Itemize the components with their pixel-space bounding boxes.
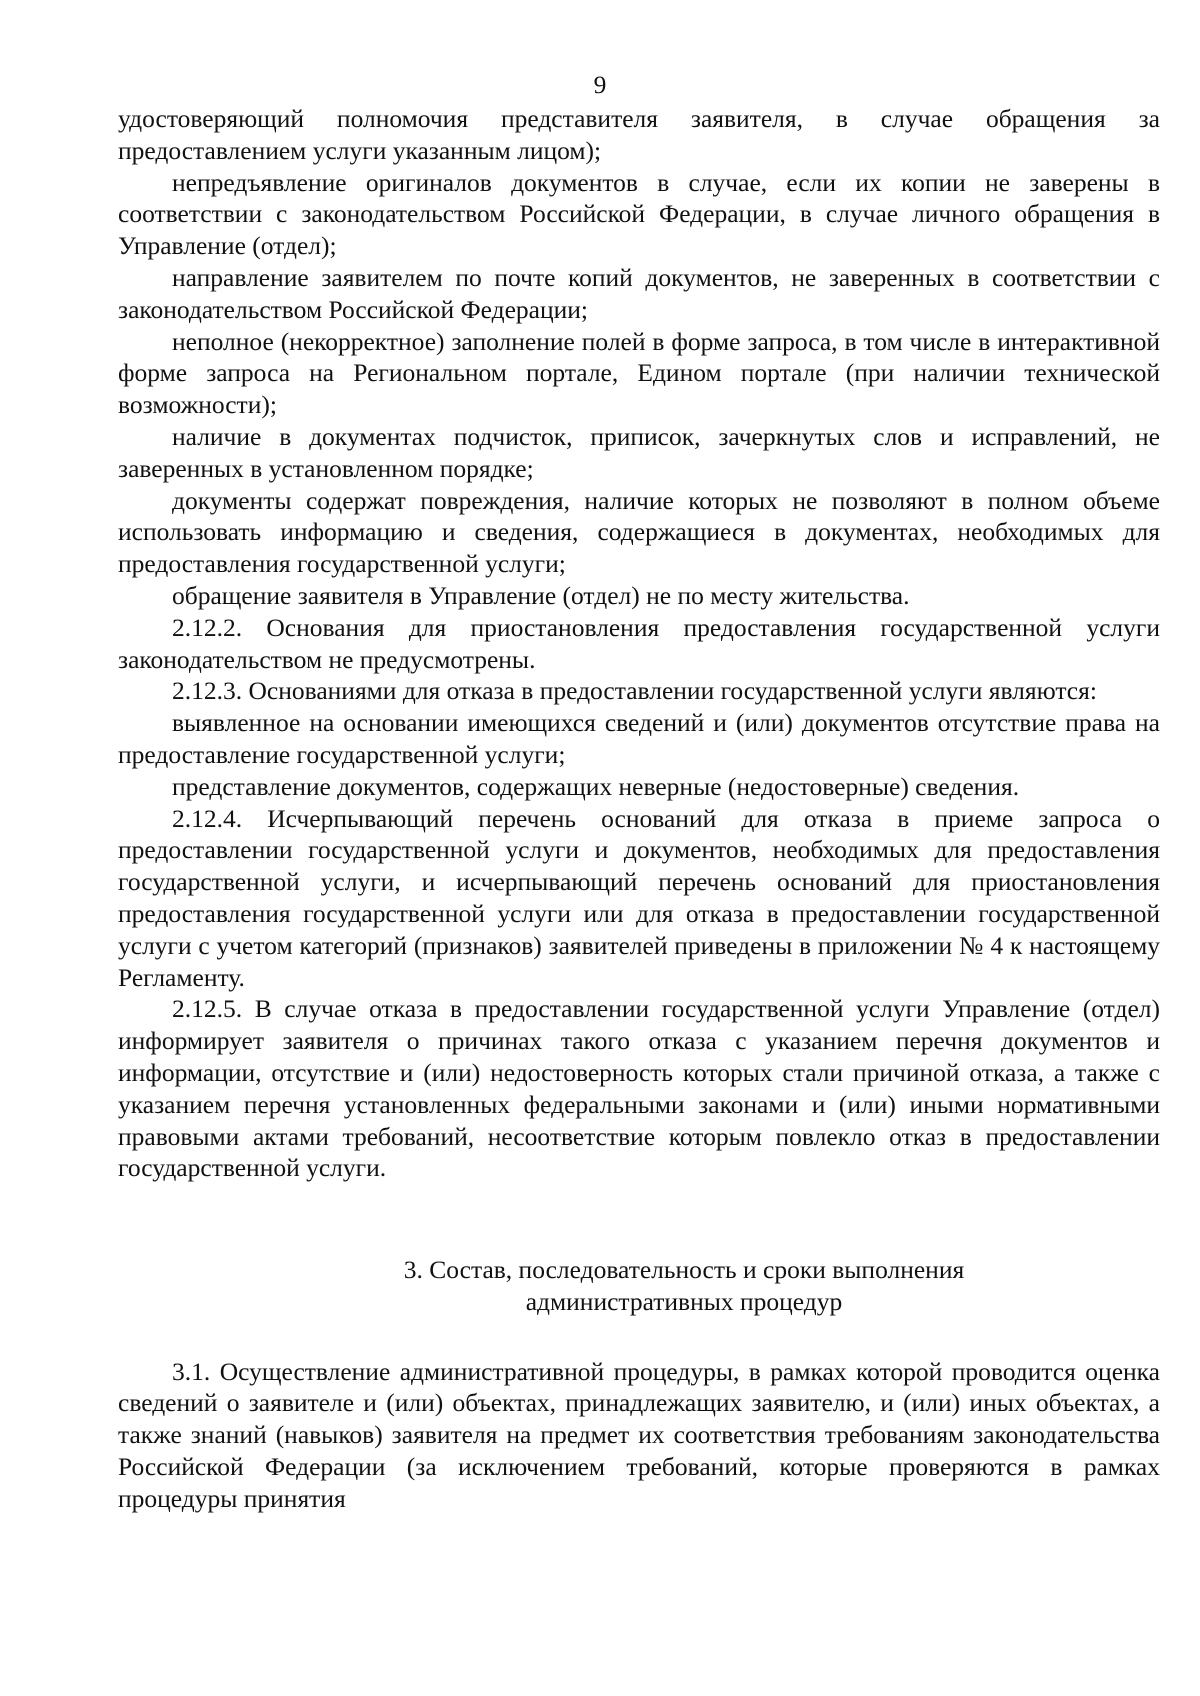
paragraph-false-information: представление документов, содержащих неверные (недостоверные) сведения. bbox=[172, 771, 1020, 801]
clause-2-12-5: 2.12.5. В случае отказа в предоставлении государственной услуги Управление (отдел) информирует заявителя о причинах такого отказа с указанием перечня документов и информации, отсутствие и (или) недостоверность которых стали причиной отказа, а также с указанием перечня установленных федеральными законами и (или) иными нормативными правовыми актами требований, несоответствие которым повлекло отказ в предоставлении государственной услуги. bbox=[118, 994, 1160, 1183]
paragraph-incomplete-form: неполное (некорректное) заполнение полей в форме запроса, в том числе в интерактивной форме запроса на Региональном портале, Едином портале (при наличии технической возможности); bbox=[118, 326, 1160, 420]
paragraph-damaged-documents: документы содержат повреждения, наличие которых не позволяют в полном объеме использовать информацию и сведения, содержащиеся в документах, необходимых для предоставления государственной услуги; bbox=[118, 485, 1160, 579]
section-heading-line-1: 3. Состав, последовательность и сроки выполнения bbox=[403, 1255, 965, 1285]
clause-3-1: 3.1. Осуществление административной процедуры, в рамках которой проводится оценка сведений о заявителе и (или) объектах, принадлежащих заявителю, и (или) иных объектах, а также знаний (навыков) заявителя на предмет их соответствия требованиям законодательства Российской Федерации (за исключением требований, которые проверяются в рамках процедуры принятия bbox=[118, 1356, 1160, 1513]
paragraph-erasures: наличие в документах подчисток, приписок, зачеркнутых слов и исправлений, не заверенных в установленном порядке; bbox=[118, 421, 1160, 483]
page-number: 9 bbox=[593, 70, 607, 99]
paragraph-mail-copies: направление заявителем по почте копий документов, не заверенных в соответствии с законодательством Российской Федерации; bbox=[118, 262, 1160, 324]
paragraph-wrong-residence: обращение заявителя в Управление (отдел) не по месту жительства. bbox=[172, 580, 910, 610]
clause-2-12-4: 2.12.4. Исчерпывающий перечень оснований для отказа в приеме запроса о предоставлении государственной услуги и документов, необходимых для предоставления государственной услуги, и исчерпывающий перечень оснований для приостановления предоставления государственной услуги или для отказа в предоставлении государственной услуги с учетом категорий (признаков) заявителей приведены в приложении № 4 к настоящему Регламенту. bbox=[118, 803, 1160, 992]
section-heading bbox=[118, 1254, 1160, 1318]
paragraph-continuation: удостоверяющий полномочия представителя заявителя, в случае обращения за предоставлением услуги указанным лицом); bbox=[118, 104, 1160, 165]
paragraph-no-right: выявленное на основании имеющихся сведений и (или) документов отсутствие права на предоставление государственной услуги; bbox=[118, 708, 1160, 769]
document-body bbox=[118, 103, 1160, 1515]
paragraph-originals-not-presented: непредъявление оригиналов документов в случае, если их копии не заверены в соответствии с законодательством Российской Федерации, в случае личного обращения в Управление (отдел); bbox=[118, 167, 1160, 261]
section-heading-line-2: административных процедур bbox=[525, 1286, 843, 1316]
clause-2-12-2: 2.12.2. Основания для приостановления предоставления государственной услуги законодательством не предусмотрены. bbox=[118, 612, 1160, 674]
clause-2-12-3: 2.12.3. Основаниями для отказа в предоставлении государственной услуги являются: bbox=[172, 676, 1097, 706]
